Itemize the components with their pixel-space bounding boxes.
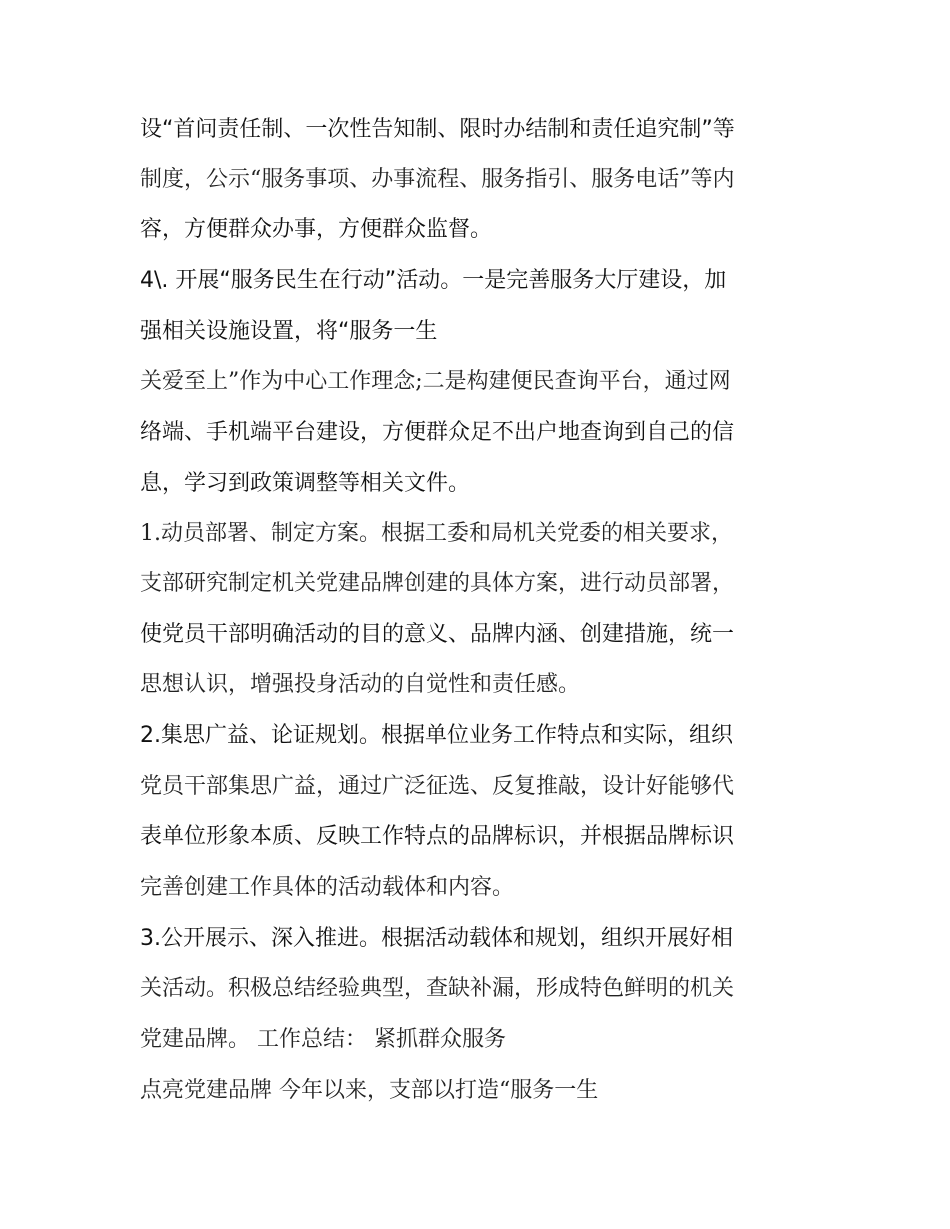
text-line: 点亮党建品牌 今年以来，支部以打造“服务一生 <box>140 1078 599 1103</box>
text-line: 2.集思广益、论证规划。根据单位业务工作特点和实际，组织 <box>140 723 733 748</box>
text-line: 4\. 开展“服务民生在行动”活动。一是完善服务大厅建设，加 <box>140 268 727 293</box>
text-line: 强相关设施设置，将“服务一生 <box>140 319 438 344</box>
text-line: 支部研究制定机关党建品牌创建的具体方案，进行动员部署， <box>140 571 735 596</box>
text-line: 设“首问责任制、一次性告知制、限时办结制和责任追究制”等 <box>140 117 735 142</box>
text-line: 关活动。积极总结经验典型，查缺补漏，形成特色鲜明的机关 <box>140 976 735 1001</box>
text-line: 3.公开展示、深入推进。根据活动载体和规划，组织开展好相 <box>140 926 733 951</box>
text-line: 制度，公示“服务事项、办事流程、服务指引、服务电话”等内 <box>140 167 735 192</box>
text-line: 使党员干部明确活动的目的意义、品牌内涵、创建措施，统一 <box>140 622 735 647</box>
text-line: 思想认识，增强投身活动的自觉性和责任感。 <box>140 672 581 697</box>
text-line: 容，方便群众办事，方便群众监督。 <box>140 217 493 242</box>
text-line: 表单位形象本质、反映工作特点的品牌标识，并根据品牌标识 <box>140 824 735 849</box>
text-line: 息，学习到政策调整等相关文件。 <box>140 471 471 496</box>
text-line: 完善创建工作具体的活动载体和内容。 <box>140 875 515 900</box>
text-line: 党员干部集思广益，通过广泛征选、反复推敲，设计好能够代 <box>140 774 735 799</box>
text-line: 关爱至上”作为中心工作理念;二是构建便民查询平台，通过网 <box>140 369 731 394</box>
text-line: 络端、手机端平台建设，方便群众足不出户地查询到自己的信 <box>140 420 735 445</box>
text-line: 党建品牌。 工作总结： 紧抓群众服务 <box>140 1027 506 1052</box>
text-line: 1.动员部署、制定方案。根据工委和局机关党委的相关要求， <box>140 521 733 546</box>
